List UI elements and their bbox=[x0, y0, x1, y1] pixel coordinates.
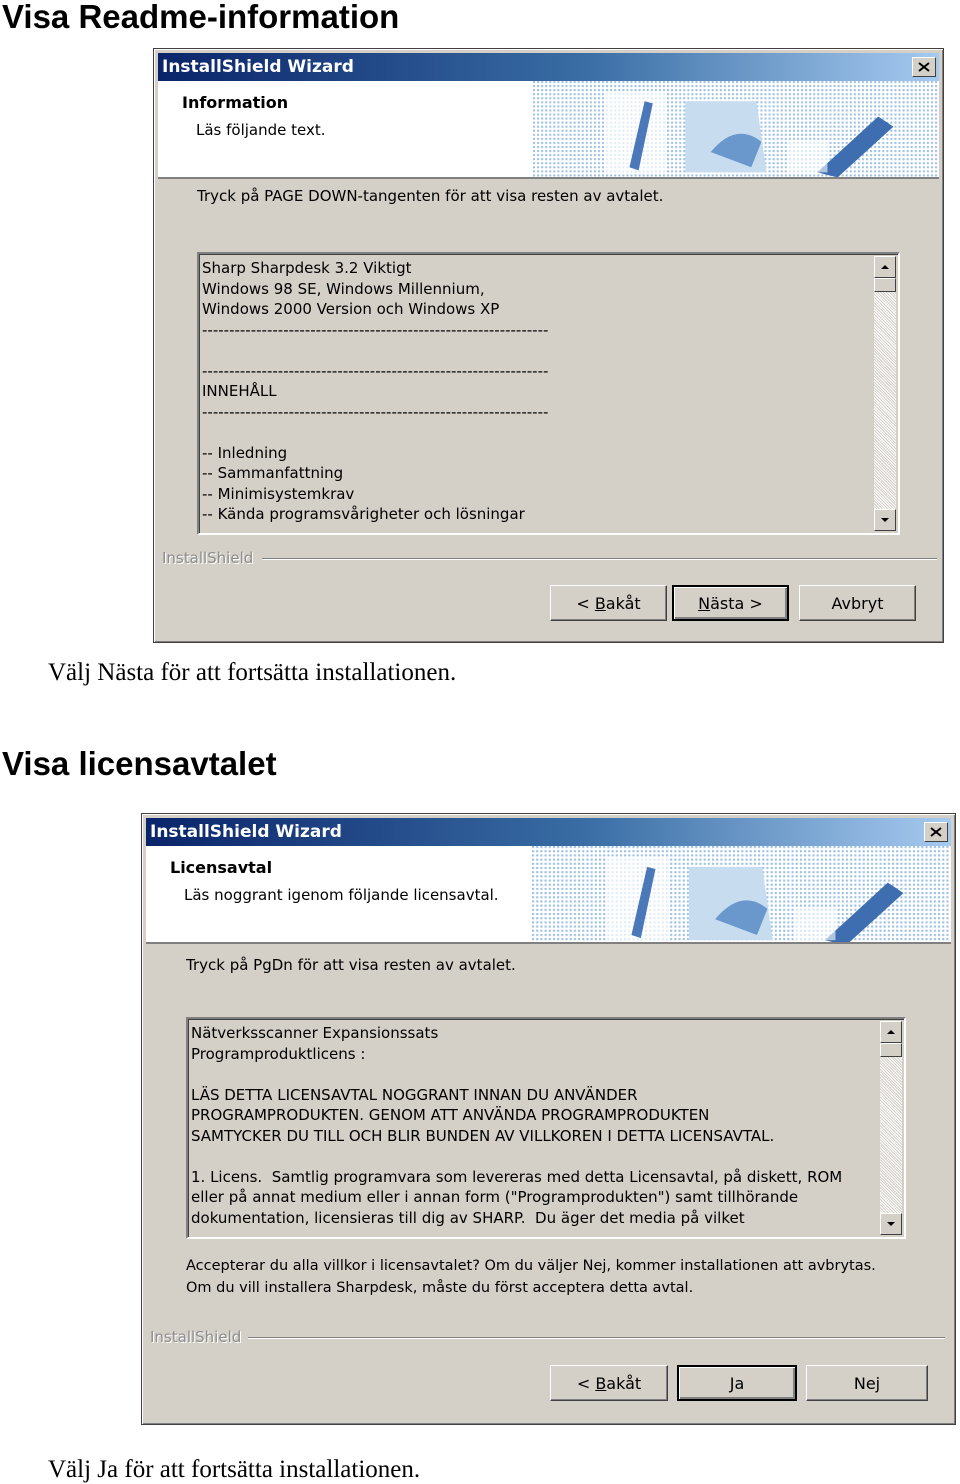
installshield-window-license bbox=[141, 813, 956, 1425]
text-line: SAMTYCKER DU TILL OCH BLIR BUNDEN AV VILLKOREN I DETTA LICENSAVTAL. bbox=[191, 1126, 775, 1145]
text-line: -- Minimisystemkrav bbox=[202, 484, 355, 503]
installshield-window-readme bbox=[153, 48, 944, 643]
vertical-scrollbar[interactable] bbox=[880, 1021, 902, 1235]
cancel-label: Avbryt bbox=[831, 593, 884, 613]
window-titlebar[interactable] bbox=[146, 818, 951, 846]
scroll-thumb[interactable] bbox=[880, 1043, 902, 1057]
back-label-rest: akåt bbox=[606, 1373, 642, 1393]
text-line: ---------------------------------------------------------------- bbox=[202, 402, 549, 421]
text-line: -- Sammanfattning bbox=[202, 464, 344, 482]
wizard-header bbox=[146, 846, 951, 944]
text-line: Nätverksscanner Expansionssats bbox=[191, 1024, 439, 1042]
no-button[interactable] bbox=[806, 1365, 928, 1401]
text-line: Sharp Sharpdesk 3.2 Viktigt bbox=[202, 259, 412, 277]
readme-text-lines bbox=[202, 258, 868, 525]
next-button[interactable] bbox=[672, 585, 789, 621]
text-line: Windows 98 SE, Windows Millennium, bbox=[202, 279, 485, 298]
back-accesskey: B bbox=[594, 593, 606, 613]
close-button[interactable] bbox=[924, 822, 948, 842]
back-button[interactable] bbox=[550, 1365, 668, 1401]
close-icon bbox=[918, 62, 930, 72]
arrow-up-icon bbox=[880, 264, 890, 270]
header-subtitle: Läs noggrant igenom följande licensavtal. bbox=[184, 886, 499, 904]
text-line bbox=[191, 1146, 874, 1167]
scroll-down-button[interactable] bbox=[880, 1213, 902, 1235]
accept-question-line1: Accepterar du alla villkor i licensavtalet? Om du väljer Nej, kommer installationen att avbrytas. bbox=[186, 1258, 876, 1274]
text-line: 1. Licens. Samtlig programvara som levereras med detta Licensavtal, på diskett, ROM bbox=[191, 1167, 843, 1186]
header-artwork-icon bbox=[533, 81, 939, 179]
close-button[interactable] bbox=[912, 57, 936, 77]
installshield-brand: InstallShield bbox=[162, 549, 254, 567]
window-titlebar[interactable] bbox=[158, 53, 939, 81]
section-heading-license: Visa licensavtalet bbox=[2, 745, 277, 782]
scroll-thumb[interactable] bbox=[874, 278, 896, 292]
text-line bbox=[191, 1064, 874, 1085]
text-line bbox=[202, 422, 868, 443]
arrow-down-icon bbox=[886, 1221, 896, 1227]
back-button[interactable] bbox=[550, 585, 667, 621]
caption-readme: Välj Nästa för att fortsätta installationen. bbox=[48, 659, 457, 686]
text-line: Programproduktlicens : bbox=[191, 1044, 366, 1063]
scroll-down-button[interactable] bbox=[874, 509, 896, 531]
vertical-scrollbar[interactable] bbox=[874, 256, 896, 531]
brand-divider bbox=[248, 1337, 945, 1339]
text-line: ---------------------------------------------------------------- bbox=[202, 320, 549, 339]
no-label: Nej bbox=[853, 1373, 881, 1393]
accept-question-line2: Om du vill installera Sharpdesk, måste du först acceptera detta avtal. bbox=[186, 1280, 694, 1296]
text-line: -- Inledning bbox=[202, 443, 288, 462]
text-line: -- Kända programsvårigheter och lösningar bbox=[202, 505, 525, 523]
next-label-rest: ästa > bbox=[710, 593, 763, 613]
section-heading-readme: Visa Readme-information bbox=[2, 0, 400, 35]
text-line: ---------------------------------------------------------------- bbox=[202, 361, 549, 380]
wizard-header bbox=[158, 81, 939, 179]
text-line: PROGRAMPRODUKTEN. GENOM ATT ANVÄNDA PROGRAMPRODUKTEN bbox=[191, 1106, 710, 1124]
header-title: Licensavtal bbox=[170, 858, 273, 877]
instruction-text: Tryck på PAGE DOWN-tangenten för att visa resten av avtalet. bbox=[197, 187, 664, 205]
instruction-text: Tryck på PgDn för att visa resten av avtalet. bbox=[186, 956, 516, 974]
license-text-lines bbox=[191, 1023, 874, 1228]
scroll-up-button[interactable] bbox=[874, 256, 896, 278]
header-title: Information bbox=[182, 93, 289, 112]
yes-button[interactable] bbox=[677, 1365, 797, 1401]
arrow-down-icon bbox=[880, 517, 890, 523]
text-line: LÄS DETTA LICENSAVTAL NOGGRANT INNAN DU ANVÄNDER bbox=[191, 1085, 638, 1104]
next-accesskey: N bbox=[698, 593, 711, 613]
window-title: InstallShield Wizard bbox=[150, 822, 342, 842]
window-title: InstallShield Wizard bbox=[162, 57, 354, 77]
text-line bbox=[202, 340, 868, 361]
back-prefix: < bbox=[576, 1373, 596, 1393]
cancel-button[interactable] bbox=[799, 585, 916, 621]
text-line: eller på annat medium eller i annan form ("Programprodukten") samt tillhörande bbox=[191, 1188, 799, 1206]
yes-label: Ja bbox=[729, 1373, 745, 1393]
back-label-rest: akåt bbox=[605, 593, 641, 613]
header-artwork-icon bbox=[532, 846, 951, 944]
header-subtitle: Läs följande text. bbox=[196, 121, 326, 139]
readme-text-area[interactable] bbox=[197, 252, 900, 535]
back-prefix: < bbox=[576, 593, 595, 613]
arrow-up-icon bbox=[886, 1029, 896, 1035]
license-text-area[interactable] bbox=[186, 1017, 906, 1239]
scroll-up-button[interactable] bbox=[880, 1021, 902, 1043]
text-line: INNEHÅLL bbox=[202, 382, 277, 400]
caption-license: Välj Ja för att fortsätta installationen. bbox=[48, 1456, 421, 1483]
text-line: Windows 2000 Version och Windows XP bbox=[202, 300, 500, 318]
close-icon bbox=[930, 827, 942, 837]
back-accesskey: B bbox=[595, 1373, 607, 1393]
text-line: dokumentation, licensieras till dig av SHARP. Du äger det media på vilket bbox=[191, 1208, 745, 1227]
brand-divider bbox=[262, 558, 937, 560]
installshield-brand: InstallShield bbox=[150, 1328, 242, 1346]
